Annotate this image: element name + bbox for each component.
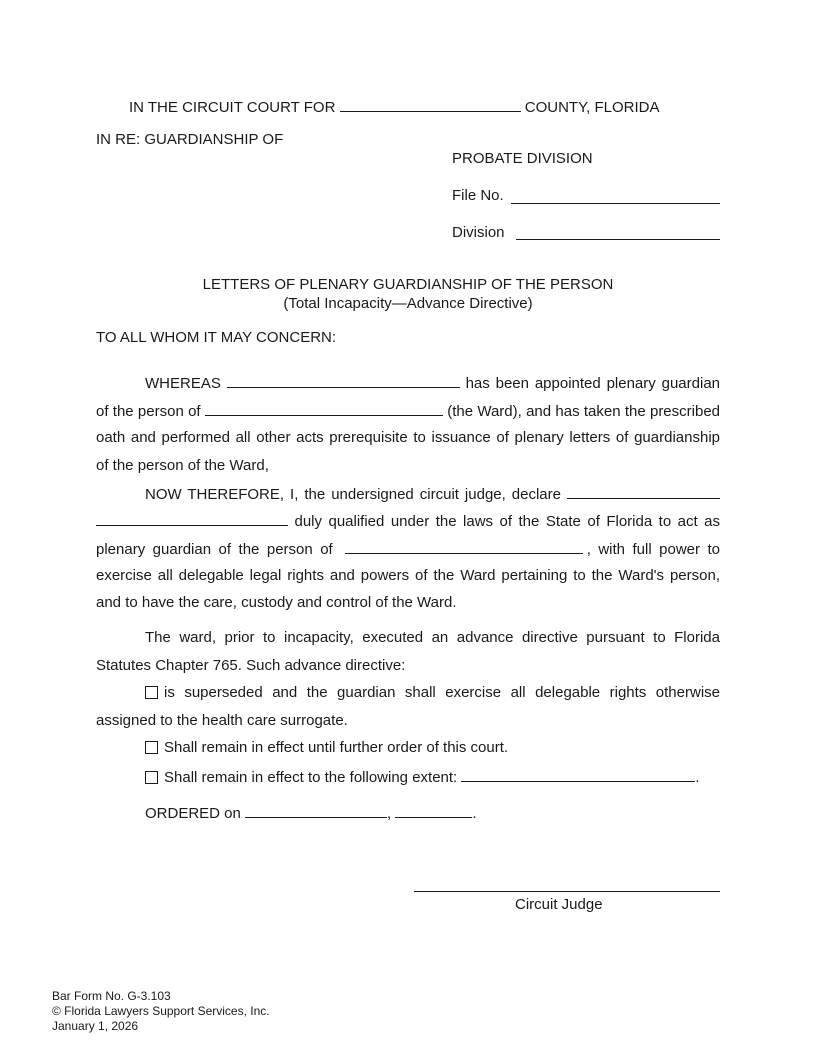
oath-line: oath and performed all other acts prerequisite to issuance of plenary letters of guardianship [96, 429, 720, 446]
remain-extent-checkbox[interactable] [145, 771, 158, 784]
qualified-line [96, 511, 720, 531]
form-date: January 1, 2026 [52, 1019, 139, 1033]
option-remain-until [145, 739, 508, 757]
ordered-comma: , [387, 805, 392, 822]
option-superseded-cont: assigned to the health care surrogate. [96, 712, 348, 729]
person-suffix: (the Ward), and has taken the prescribed [447, 403, 721, 420]
ward-prior-line: The ward, prior to incapacity, executed an advance directive pursuant to Florida [145, 629, 720, 646]
option1-text: is superseded and the guardian shall exercise all delegable rights otherwise [164, 684, 720, 701]
care-line: and to have the care, custody and control of the Ward. [96, 594, 457, 611]
file-no-field[interactable] [511, 203, 720, 204]
option3-text: Shall remain in effect to the following extent: [164, 769, 458, 786]
person-prefix: of the person of [96, 403, 201, 420]
now-prefix: NOW THEREFORE, I, the undersigned circuit judge, declare [145, 486, 561, 503]
probate-division: PROBATE DIVISION [452, 150, 593, 167]
court-suffix: COUNTY, FLORIDA [524, 99, 660, 116]
court-prefix: IN THE CIRCUIT COURT FOR [129, 99, 336, 116]
option3-period: . [695, 769, 700, 786]
document-subtitle: (Total Incapacity—Advance Directive) [283, 295, 533, 312]
division-label: Division [452, 224, 505, 241]
division-field[interactable] [516, 239, 720, 240]
bar-form-number: Bar Form No. G-3.103 [52, 989, 171, 1003]
ordered-period: . [472, 805, 477, 822]
plenary-guardian-line [96, 539, 720, 559]
guardian-name-field[interactable] [227, 373, 460, 388]
salutation: TO ALL WHOM IT MAY CONCERN: [96, 329, 337, 346]
whereas-suffix: has been appointed plenary guardian [465, 375, 720, 392]
plenary-ward-field[interactable] [345, 539, 583, 554]
in-re-label: IN RE: GUARDIANSHIP OF [96, 131, 284, 148]
declare-name-field-1[interactable] [567, 484, 720, 499]
ward-name-field[interactable] [205, 401, 443, 416]
ordered-year-field[interactable] [395, 803, 472, 818]
declare-name-field-2[interactable] [96, 511, 288, 526]
ordered-line [145, 803, 477, 823]
remain-until-checkbox[interactable] [145, 741, 158, 754]
judge-signature-line[interactable] [414, 891, 720, 892]
document-title: LETTERS OF PLENARY GUARDIANSHIP OF THE PERSON [202, 276, 614, 293]
ordered-label: ORDERED on [145, 805, 241, 822]
copyright-notice: © Florida Lawyers Support Services, Inc. [52, 1004, 270, 1018]
whereas-prefix: WHEREAS [145, 375, 221, 392]
person-of-line [96, 401, 720, 421]
plenary-prefix: plenary guardian of the person of [96, 541, 333, 558]
county-field[interactable] [340, 97, 521, 112]
file-no-label: File No. [452, 187, 504, 204]
ordered-date-field[interactable] [245, 803, 387, 818]
option2-text: Shall remain in effect until further order of this court. [164, 739, 509, 756]
option-superseded [145, 684, 720, 702]
option-remain-extent [145, 767, 700, 787]
circuit-judge-label: Circuit Judge [515, 896, 603, 913]
superseded-checkbox[interactable] [145, 686, 158, 699]
extent-field[interactable] [461, 767, 695, 782]
plenary-suffix: , with full power to [586, 541, 720, 558]
now-therefore-line [145, 484, 720, 504]
qualified-suffix: duly qualified under the laws of the State of Florida to act as [294, 513, 720, 530]
statutes-line: Statutes Chapter 765. Such advance directive: [96, 657, 406, 674]
exercise-line: exercise all delegable legal rights and powers of the Ward pertaining to the Ward's person, [96, 567, 720, 584]
court-heading [129, 97, 660, 117]
whereas-line [145, 373, 720, 393]
ward-line: of the person of the Ward, [96, 457, 269, 474]
